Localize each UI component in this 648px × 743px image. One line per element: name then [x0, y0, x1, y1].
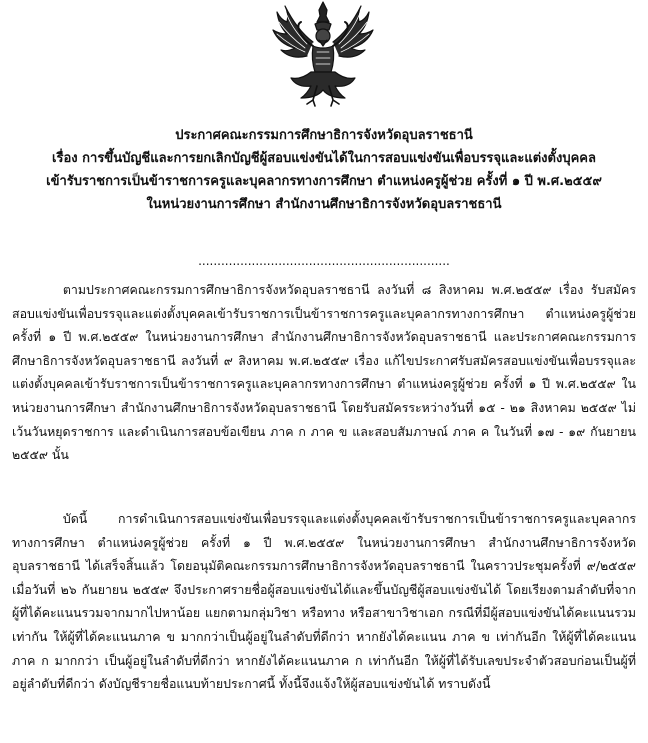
garuda-emblem — [267, 0, 379, 108]
subject-line-3: ในหน่วยงานการศึกษา สำนักงานศึกษาธิการจังหวัดอุบลราชธานี — [146, 197, 502, 212]
announcement-header — [0, 124, 648, 216]
subject-line-1: เรื่อง การขึ้นบัญชีและการยกเลิกบัญชีผู้สอบแข่งขันได้ในการสอบแข่งขันเพื่อบรรจุและแต่งตั้งบุคคล — [52, 151, 596, 166]
subject-line-2: เข้ารับราชการเป็นข้าราชการครูและบุคลากรทางการศึกษา ตำแหน่งครูผู้ช่วย ครั้งที่ ๑ ปี พ.ศ.๒๕๕๙ — [46, 174, 602, 189]
dotted-divider: .................................................................. — [198, 254, 450, 268]
body-paragraph-2: บัดนี้ การดำเนินการสอบแข่งขันเพื่อบรรจุและแต่งตั้งบุคคลเข้ารับราชการเป็นข้าราชการครูและบุคลากรทางการศึกษา ตำแหน่งครูผู้ช่วย ครั้งที่ ๑ ปี พ.ศ.๒๕๕๙ ในหน่วยงานการศึกษา สำนักงานศึกษาธิการจังหวัดอุบลราชธานี ได้เสร็จสิ้นแล้ว โดยอนุมัติคณะกรรมการศึกษาธิการจังหวัดอุบลราชธานี ในคราวประชุมครั้งที่ ๙/๒๕๕๙ เมื่อวันที่ ๒๖ กันยายน ๒๕๕๙ จึงประกาศรายชื่อผู้สอบแข่งขันได้และขึ้นบัญชีผู้สอบแข่งขันได้ โดยเรียงตามลำดับที่จากผู้ที่ได้คะแนนรวมจากมากไปหาน้อย แยกตามกลุ่มวิชา หรือทาง หรือสาขาวิชาเอก กรณีที่มีผู้สอบแข่งขันได้คะแนนรวมเท่ากัน ให้ผู้ที่ได้คะแนนภาค ข มากกว่าเป็นผู้อยู่ในลำดับที่ดีกว่า หากยังได้คะแนน ภาค ข เท่ากันอีก ให้ผู้ที่ได้คะแนน ภาค ก มากกว่า เป็นผู้อยู่ในลำดับที่ดีกว่า หากยังได้คะแนนภาค ก เท่ากันอีก ให้ผู้ที่ได้รับเลขประจำตัวสอบก่อนเป็นผู้ที่อยู่ลำดับที่ดีกว่า ดังบัญชีรายชื่อแนบท้ายประกาศนี้ ทั้งนี้จึงแจ้งให้ผู้สอบแข่งขันได้ ทราบดังนี้ — [12, 511, 636, 692]
announcement-title: ประกาศคณะกรรมการศึกษาธิการจังหวัดอุบลราชธานี — [175, 128, 473, 143]
body-paragraph-1: ตามประกาศคณะกรรมการศึกษาธิการจังหวัดอุบลราชธานี ลงวันที่ ๘ สิงหาคม พ.ศ.๒๕๕๙ เรื่อง รับสมัครสอบแข่งขันเพื่อบรรจุและแต่งตั้งบุคคลเข้ารับราชการเป็นข้าราชการครูและบุคลากรทางการศึกษา ตำแหน่งครูผู้ช่วย ครั้งที่ ๑ ปี พ.ศ.๒๕๕๙ ในหน่วยงานการศึกษา สำนักงานศึกษาธิการจังหวัดอุบลราชธานี และประกาศคณะกรรมการศึกษาธิการจังหวัดอุบลราชธานี ลงวันที่ ๙ สิงหาคม พ.ศ.๒๕๕๙ เรื่อง แก้ไขประกาศรับสมัครสอบแข่งขันเพื่อบรรจุและแต่งตั้งบุคคลเข้ารับราชการเป็นข้าราชการครูและบุคลากรทางการศึกษา ตำแหน่งครูผู้ช่วย ครั้งที่ ๑ ปี พ.ศ.๒๕๕๙ ในหน่วยงานการศึกษา สำนักงานศึกษาธิการจังหวัดอุบลราชธานี โดยรับสมัครระหว่างวันที่ ๑๕ - ๒๑ สิงหาคม ๒๕๕๙ ไม่เว้นวันหยุดราชการ และดำเนินการสอบข้อเขียน ภาค ก ภาค ข และสอบสัมภาษณ์ ภาค ค ในวันที่ ๑๗ - ๑๙ กันยายน ๒๕๕๙ นั้น — [12, 282, 636, 463]
